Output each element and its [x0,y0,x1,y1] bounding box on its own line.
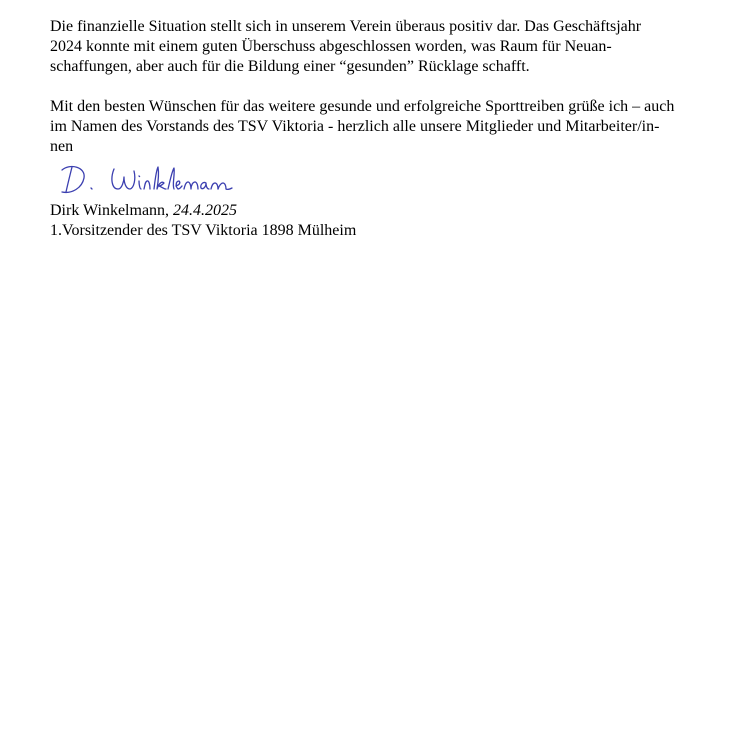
handwritten-signature [58,161,248,201]
text-line: Mit den besten Wünschen für das weitere gesunde und erfolgreiche Sporttreiben grüße ich – auch [50,98,675,115]
signer-title: 1.Vorsitzender des TSV Viktoria 1898 Mülheim [50,222,357,239]
text-line: schaffungen, aber auch für die Bildung einer “gesunden” Rücklage schafft. [50,58,530,75]
text-line: im Namen des Vorstands des TSV Viktoria - herzlich alle unsere Mitglieder und Mitarbeiter/in- [50,118,660,135]
text-line: nen [50,138,74,155]
signer-name: Dirk Winkelmann, [50,202,170,219]
signature-date: 24.4.2025 [173,202,238,219]
text-line: 2024 konnte mit einem guten Überschuss abgeschlossen worden, was Raum für Neuan- [50,38,612,55]
paragraph-spacer [50,77,740,97]
finance-paragraph [50,17,740,77]
signer-block [50,201,740,241]
closing-paragraph [50,97,740,157]
signer-name-date-line [50,201,740,221]
text-line: Die finanzielle Situation stellt sich in unserem Verein überaus positiv dar. Das Geschäftsjahr [50,18,642,35]
letter-page [50,17,740,241]
signature-image [58,161,248,201]
